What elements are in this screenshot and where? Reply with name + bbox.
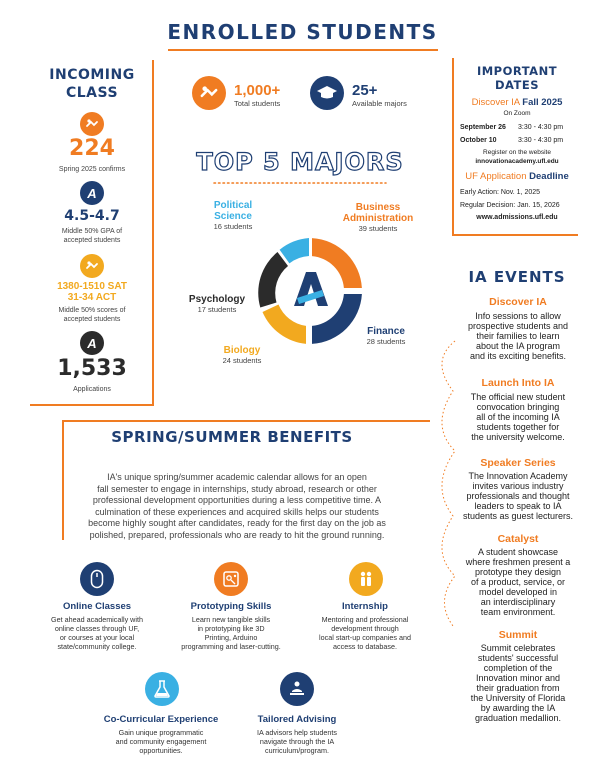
major-name-line1: Business xyxy=(355,202,401,213)
benefit-title-internship: Internship xyxy=(342,601,388,612)
incoming-title-line1: INCOMING xyxy=(49,67,135,83)
event-desc-line: students together for xyxy=(476,422,560,432)
gpa-label xyxy=(30,227,154,245)
benefit-desc-line: curriculum/program. xyxy=(265,746,329,755)
session-time: 3:30 - 4:30 pm xyxy=(518,137,564,144)
incoming-class-title xyxy=(30,66,154,102)
body-line: fall semester to engage in internships, study abroad, research or other xyxy=(97,483,377,494)
event-desc-line: students as guest lecturers. xyxy=(462,511,574,521)
event-desc-line: where freshmen present a xyxy=(465,557,571,567)
incoming-title-line2: CLASS xyxy=(65,85,119,101)
majors-count-value: 25+ xyxy=(352,82,378,99)
event-desc-line: leaders to speak to IA xyxy=(474,501,562,511)
benefit-desc-line: IA advisors help students xyxy=(257,728,337,737)
top-majors-title: TOP 5 MAJORS xyxy=(196,148,404,176)
benefit-desc-line: access to database. xyxy=(333,642,397,651)
event-desc-line: all of the incoming IA xyxy=(476,412,560,422)
event-desc-speaker-series xyxy=(448,471,588,521)
benefit-desc-line: local start-up companies and xyxy=(319,633,411,642)
total-students-label: Total students xyxy=(234,99,281,108)
event-desc-line: of a product, service, or xyxy=(470,577,566,587)
benefit-title-advising: Tailored Advising xyxy=(257,714,337,725)
spring-confirms-label: Spring 2025 confirms xyxy=(58,166,126,173)
page-title: ENROLLED STUDENTS xyxy=(167,20,438,44)
major-name xyxy=(185,200,281,222)
event-title-summit: Summit xyxy=(498,629,538,641)
event-desc-line: model developed in xyxy=(478,587,558,597)
benefit-title-online-classes: Online Classes xyxy=(62,601,132,612)
benefit-desc-line: in prototyping like 3D xyxy=(197,624,265,633)
event-title-catalyst: Catalyst xyxy=(497,533,539,545)
handshake-icon xyxy=(192,76,226,110)
event-desc-line: about the IA program xyxy=(475,341,561,351)
major-finance xyxy=(353,326,419,346)
benefit-desc-line: navigate through the IA xyxy=(259,737,335,746)
flask-icon xyxy=(145,672,179,706)
benefit-desc-line: and community engagement xyxy=(115,737,207,746)
event-desc-line: their graduation from xyxy=(476,683,560,693)
benefit-desc-line: state/community college. xyxy=(57,642,137,651)
event-desc-line: prospective students and xyxy=(467,321,569,331)
early-action-deadline: Early Action: Nov. 1, 2025 xyxy=(460,189,541,196)
event-desc-line: their families to learn xyxy=(476,331,560,341)
test-scores-label xyxy=(30,306,154,324)
major-political-science xyxy=(185,200,281,231)
discover-ia-heading xyxy=(456,97,578,108)
event-desc-line: students' successful xyxy=(477,653,559,663)
graduation-cap-icon xyxy=(310,76,344,110)
body-line: become highly sought after candidates, ready for the first day on the job as xyxy=(88,518,386,528)
benefit-desc-line: Gain unique programmatic xyxy=(118,728,204,737)
test-scores-label-line2: accepted students xyxy=(63,316,121,323)
session-list xyxy=(460,121,578,147)
circuit-icon xyxy=(214,562,248,596)
majors-donut-chart xyxy=(250,232,368,350)
dates-title-line2: DATES xyxy=(494,78,540,92)
benefit-desc-line: Get ahead academically with xyxy=(51,615,143,624)
event-desc-line: completion of the xyxy=(483,663,553,673)
advisor-icon xyxy=(280,672,314,706)
major-name-line2: Administration xyxy=(342,213,414,224)
session-row xyxy=(460,134,578,147)
benefit-desc-line: opportunities. xyxy=(139,746,183,755)
app-deadline-word: Deadline xyxy=(529,171,569,182)
session-date: October 10 xyxy=(460,137,497,144)
major-name-line2: Science xyxy=(214,211,252,222)
event-desc-line: the University of Florida xyxy=(470,693,566,703)
event-desc-line: an interdisciplinary xyxy=(480,597,556,607)
handshake-icon xyxy=(80,254,104,278)
major-name xyxy=(325,202,431,224)
spring-summer-body xyxy=(62,472,412,541)
ia-logo-icon: A xyxy=(80,181,104,205)
event-desc-discover-ia xyxy=(448,311,588,361)
session-date: September 26 xyxy=(460,124,506,131)
benefit-desc-internship xyxy=(290,615,440,651)
major-count: 16 students xyxy=(213,222,253,231)
discover-prefix: Discover IA xyxy=(471,97,523,108)
benefit-desc-prototyping xyxy=(156,615,306,651)
benefit-desc-co-curricular xyxy=(86,728,236,755)
total-students-value: 1,000+ xyxy=(234,82,281,99)
benefit-desc-online-classes xyxy=(22,615,172,651)
major-business-administration xyxy=(325,202,431,233)
test-scores-value xyxy=(30,281,154,303)
event-desc-line: Summit celebrates xyxy=(480,643,556,653)
event-desc-line: Innovation minor and xyxy=(475,673,561,683)
major-name: Biology xyxy=(223,345,261,356)
event-desc-line: the university welcome. xyxy=(471,432,565,442)
benefit-desc-line: or courses at your local xyxy=(59,633,135,642)
deadline-list xyxy=(460,186,580,212)
event-title-launch-into-ia: Launch Into IA xyxy=(481,377,555,389)
event-desc-line: professionals and thought xyxy=(466,491,570,501)
gpa-label-line1: Middle 50% GPA of xyxy=(61,228,123,235)
act-range: 31-34 ACT xyxy=(67,292,117,303)
event-desc-summit xyxy=(448,643,588,723)
benefit-title-prototyping: Prototyping Skills xyxy=(190,601,272,612)
body-line: IA's unique spring/summer academic calendar allows for an open xyxy=(107,472,367,482)
regular-decision-deadline: Regular Decision: Jan. 15, 2026 xyxy=(460,202,560,209)
on-zoom-label: On Zoom xyxy=(503,110,531,117)
benefit-desc-line: Learn new tangible skills xyxy=(191,615,271,624)
sat-range: 1380-1510 SAT xyxy=(57,281,127,292)
benefit-title-co-curricular: Co-Curricular Experience xyxy=(103,714,219,725)
event-title-speaker-series: Speaker Series xyxy=(480,457,556,469)
discover-term: Fall 2025 xyxy=(522,97,563,108)
title-underline xyxy=(168,49,438,51)
test-scores-label-line1: Middle 50% scores of xyxy=(58,307,126,314)
major-count: 39 students xyxy=(358,224,398,233)
body-line: professional development opportunities during a less competitive time. A xyxy=(92,495,382,505)
benefit-desc-advising xyxy=(222,728,372,755)
event-title-discover-ia: Discover IA xyxy=(489,296,547,308)
major-biology xyxy=(212,345,272,365)
title-dots xyxy=(212,181,388,185)
major-count: 24 students xyxy=(222,356,262,365)
mouse-icon xyxy=(80,562,114,596)
app-prefix: UF Application xyxy=(465,171,530,182)
spring-confirms-value: 224 xyxy=(69,136,115,161)
ia-logo-icon: A xyxy=(80,331,104,355)
event-desc-line: A student showcase xyxy=(477,547,559,557)
gpa-label-line2: accepted students xyxy=(63,237,121,244)
applications-label: Applications xyxy=(73,386,111,393)
event-desc-line: convocation bringing xyxy=(476,402,560,412)
major-count: 17 students xyxy=(197,305,237,314)
event-desc-line: team environment. xyxy=(480,607,556,617)
body-line: polished, prepared, professionals who are ready to hit the ground running. xyxy=(89,529,385,540)
register-note: Register on the website xyxy=(483,149,551,156)
event-desc-line: invites various industry xyxy=(472,481,564,491)
session-time: 3:30 - 4:30 pm xyxy=(518,124,564,131)
benefit-desc-line: online classes through UF, xyxy=(54,624,140,633)
major-count: 28 students xyxy=(366,337,406,346)
register-website-link[interactable]: innovationacademy.ufl.edu xyxy=(475,158,559,165)
major-name: Finance xyxy=(367,326,405,337)
event-desc-line: Info sessions to allow xyxy=(475,311,561,321)
ia-events-title: IA EVENTS xyxy=(468,268,566,286)
uf-application-heading xyxy=(456,171,578,182)
donut-segment-political-science xyxy=(280,238,309,263)
people-icon xyxy=(349,562,383,596)
majors-count-label: Available majors xyxy=(352,99,407,108)
dates-title-line1: IMPORTANT xyxy=(476,64,558,78)
event-desc-line: The official new student xyxy=(470,392,566,402)
spring-summer-title: SPRING/SUMMER BENEFITS xyxy=(111,428,353,446)
body-line: culmination of these experiences and acquired skills helps our students xyxy=(95,506,379,517)
benefit-desc-line: development through xyxy=(331,624,399,633)
important-dates-title xyxy=(455,64,579,92)
event-desc-line: The Innovation Academy xyxy=(468,471,568,481)
event-desc-line: graduation medallion. xyxy=(474,713,562,723)
major-name-line1: Political xyxy=(213,200,253,211)
event-desc-line: by awarding the IA xyxy=(480,703,556,713)
handshake-icon xyxy=(80,112,104,136)
benefit-desc-line: Mentoring and professional xyxy=(321,615,409,624)
gpa-value: 4.5-4.7 xyxy=(64,208,120,224)
event-desc-line: prototype they design xyxy=(474,567,562,577)
event-desc-line: and its exciting benefits. xyxy=(469,351,567,361)
major-psychology xyxy=(184,294,250,314)
admissions-website-link[interactable]: www.admissions.ufl.edu xyxy=(476,214,558,221)
event-desc-catalyst xyxy=(448,547,588,617)
session-row xyxy=(460,121,578,134)
major-name: Psychology xyxy=(188,294,246,305)
event-desc-launch-into-ia xyxy=(448,392,588,442)
applications-value: 1,533 xyxy=(57,356,127,381)
benefit-desc-line: Printing, Arduino xyxy=(204,633,258,642)
benefit-desc-line: programming and laser-cutting. xyxy=(181,642,281,651)
